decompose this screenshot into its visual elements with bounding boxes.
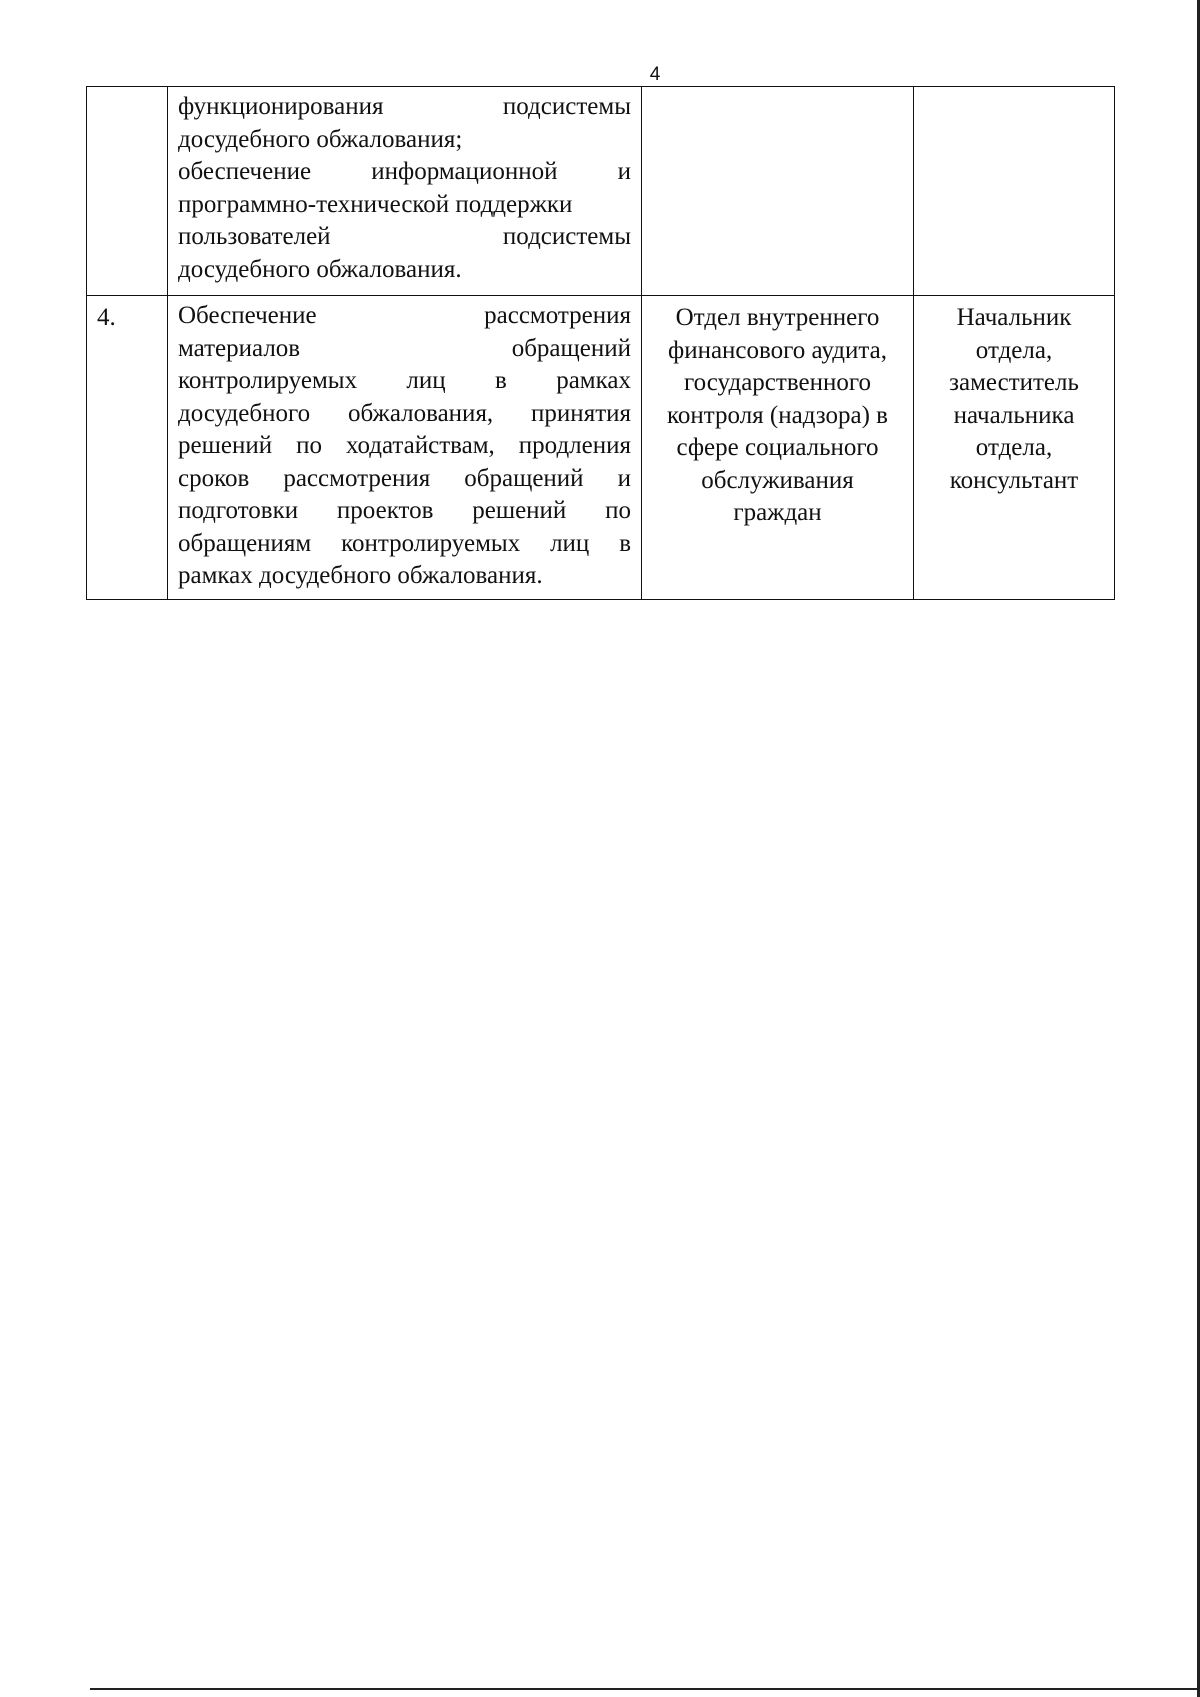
task-text-line: Обеспечение рассмотрения: [178, 302, 631, 329]
row-number-cell: [87, 87, 168, 296]
row-number-cell: 4.: [87, 296, 168, 600]
task-text-line: досудебного обжалования;: [178, 125, 463, 153]
position-text-line: отдела,: [975, 336, 1053, 364]
position-text-line: начальника: [953, 401, 1075, 429]
department-cell: [642, 296, 914, 600]
department-text-line: контроля (надзора) в: [667, 401, 888, 429]
department-text-line: государственного: [684, 369, 871, 396]
task-text-line: контролируемых лиц в рамках: [178, 367, 631, 394]
department-text-line: финансового аудита,: [668, 336, 887, 364]
position-text-line: заместитель: [949, 369, 1079, 396]
department-text-line: Отдел внутреннего: [675, 304, 880, 331]
task-text-line: подготовки проектов решений по: [178, 497, 631, 524]
task-text-line: досудебного обжалования.: [178, 255, 462, 283]
task-text-line: пользователей подсистемы: [178, 223, 631, 250]
position-text-line: Начальник: [956, 304, 1072, 331]
department-cell: [642, 87, 914, 296]
task-text-line: сроков рассмотрения обращений и: [178, 464, 631, 492]
department-text-line: граждан: [733, 499, 822, 526]
table-row-4: [87, 296, 1115, 600]
department-text-line: сфере социального: [676, 434, 879, 461]
task-text-line: программно-технической поддержки: [178, 190, 573, 218]
task-text-line: досудебного обжалования, принятия: [178, 399, 631, 427]
task-text-line: решений по ходатайствам, продления: [178, 432, 631, 459]
task-description-cell: [168, 87, 642, 296]
position-cell: [914, 296, 1115, 600]
page-number: 4: [649, 64, 661, 85]
task-description-cell: [168, 296, 642, 600]
task-text-line: обеспечение информационной и: [178, 158, 631, 185]
position-text-line: отдела,: [975, 434, 1053, 461]
table-row-continuation: [87, 87, 1115, 296]
position-text-line: консультант: [949, 466, 1079, 494]
responsibilities-table: [86, 86, 1115, 600]
task-text-line: обращениям контролируемых лиц в: [178, 529, 631, 557]
position-cell: [914, 87, 1115, 296]
task-text-line: материалов обращений: [178, 334, 631, 362]
task-text-line: рамках досудебного обжалования.: [178, 562, 543, 589]
task-text-line: функционирования подсистемы: [178, 93, 631, 120]
department-text-line: обслуживания: [701, 466, 854, 494]
scan-edge-bottom: [90, 1688, 1200, 1690]
